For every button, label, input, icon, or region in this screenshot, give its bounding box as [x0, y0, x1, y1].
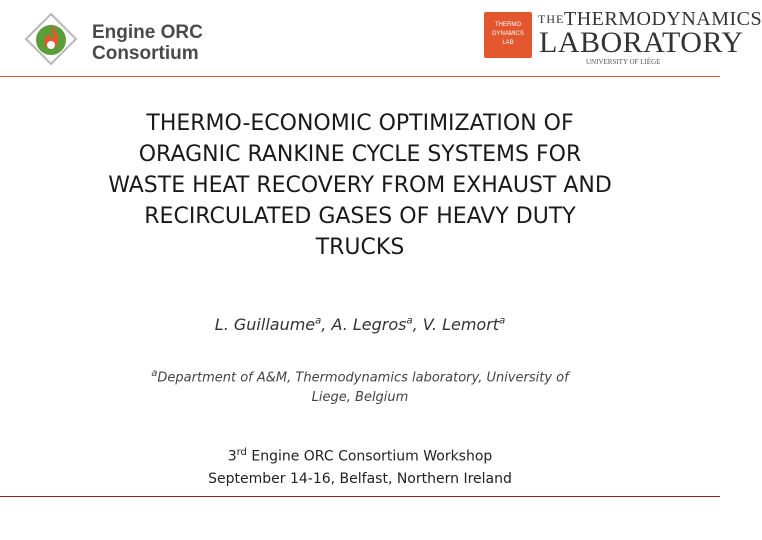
affiliation-mark: a	[151, 368, 158, 379]
event-name: Engine ORC Consortium Workshop	[246, 448, 493, 465]
affiliation-line-1: Department of A&M, Thermodynamics laboratory, University of	[157, 370, 569, 386]
thermodynamics-laboratory-logo	[484, 8, 762, 68]
slide-header	[0, 0, 762, 78]
badge-line-2: DYNAMICS	[492, 31, 524, 37]
author-affil-mark: a	[315, 315, 322, 327]
title-line: RECIRCULATED GASES OF HEAVY DUTY	[144, 204, 576, 229]
author-affil-mark: a	[406, 315, 413, 327]
author-affil-mark: a	[499, 315, 506, 327]
badge-line-1: THERMO	[495, 22, 521, 28]
title-line: ORAGNIC RANKINE CYCLE SYSTEMS FOR	[138, 142, 582, 167]
author-name: L. Guillaume	[214, 315, 316, 334]
footer-divider	[0, 496, 720, 497]
event-info	[120, 442, 600, 490]
logo-the: THE	[538, 12, 565, 26]
author-name: V. Lemort	[422, 315, 500, 334]
flame-diamond-icon	[24, 12, 78, 66]
title-line: THERMO-ECONOMIC OPTIMIZATION OF	[146, 111, 574, 136]
logo-thermodynamics: THERMODYNAMICS	[564, 8, 762, 30]
event-ordinal: 3	[227, 448, 237, 465]
logo-university: UNIVERSITY OF LIÈGE	[586, 58, 661, 66]
logo-line-2: Consortium	[92, 43, 199, 64]
header-divider	[0, 76, 720, 77]
event-date-location: September 14-16, Belfast, Northern Ireland	[208, 470, 512, 487]
slide-title	[40, 108, 680, 263]
author-name: A. Legros	[331, 315, 407, 334]
title-line: WASTE HEAT RECOVERY FROM EXHAUST AND	[108, 173, 612, 198]
event-ordinal-suffix: rd	[236, 447, 247, 458]
affiliation	[110, 364, 610, 408]
title-line: TRUCKS	[315, 235, 405, 260]
engine-orc-consortium-logo	[24, 12, 224, 68]
logo-laboratory: LABORATORY	[539, 26, 744, 59]
logo-line-1: Engine ORC	[92, 22, 203, 43]
affiliation-line-2: Liege, Belgium	[311, 390, 409, 406]
badge-line-3: LAB	[502, 40, 514, 46]
author-list: L. Guillaume$^a$, A. Legros$^a$, V. Lemort$^a$	[214, 315, 506, 334]
thermo-lab-badge	[484, 12, 532, 58]
